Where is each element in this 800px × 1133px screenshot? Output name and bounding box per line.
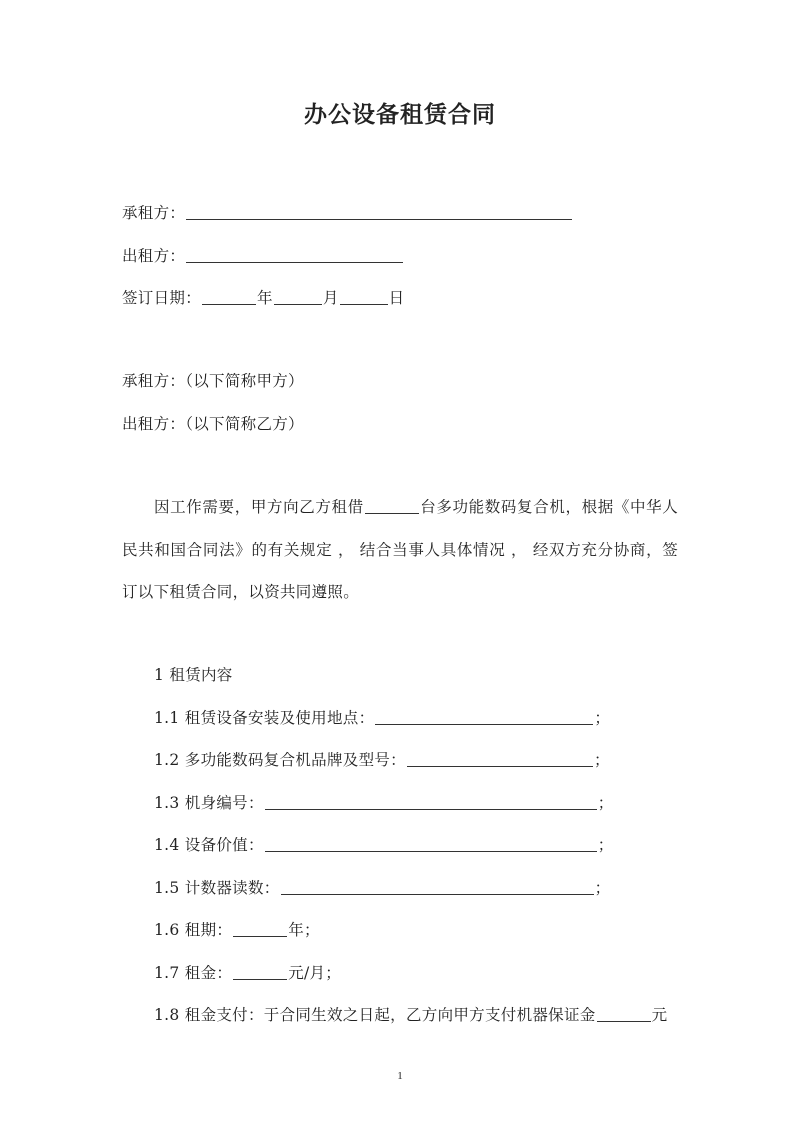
- term-blank[interactable]: [233, 920, 287, 937]
- year-label: 年: [257, 289, 273, 307]
- month-blank[interactable]: [274, 288, 322, 305]
- month-label: 月: [322, 289, 339, 307]
- clause-1-2: [154, 749, 610, 771]
- clause-1-8: [154, 1004, 667, 1026]
- section-1-heading: 1 租赁内容: [154, 666, 233, 684]
- clause-suffix: ；: [597, 836, 614, 854]
- sign-date-field: [122, 287, 404, 309]
- day-label: 日: [388, 289, 405, 307]
- clause-suffix: 元: [651, 1006, 668, 1024]
- counter-blank[interactable]: [281, 878, 594, 895]
- day-blank[interactable]: [340, 288, 388, 305]
- lessor-blank[interactable]: [186, 246, 403, 263]
- rent-blank[interactable]: [233, 963, 287, 980]
- location-blank[interactable]: [375, 708, 593, 725]
- clause-suffix: ；: [593, 751, 610, 769]
- year-blank[interactable]: [202, 288, 256, 305]
- clause-label: 1.8 租金支付：于合同生效之日起，乙方向甲方支付机器保证金: [154, 1006, 596, 1024]
- quantity-blank[interactable]: [365, 497, 419, 514]
- lessee-field: [122, 202, 573, 224]
- clause-suffix: 年；: [288, 921, 320, 939]
- page-number: 1: [397, 1070, 403, 1082]
- lessor-label: 出租方：: [122, 247, 186, 265]
- preamble-line-1a: 因工作需要，甲方向乙方租借: [154, 498, 364, 516]
- lessor-field: [122, 245, 404, 267]
- preamble-line-1b: 台多功能数码复合机，根据《中华人: [419, 498, 678, 516]
- deposit-blank[interactable]: [597, 1005, 651, 1022]
- clause-label: 1.2 多功能数码复合机品牌及型号：: [154, 751, 406, 769]
- clause-1-1: [154, 707, 610, 729]
- clause-label: 1.4 设备价值：: [154, 836, 264, 854]
- clause-label: 1.3 机身编号：: [154, 794, 264, 812]
- clause-label: 1.7 租金：: [154, 964, 233, 982]
- value-blank[interactable]: [265, 835, 597, 852]
- clause-suffix: 元/月；: [288, 964, 342, 982]
- preamble-line-2: 民共和国合同法》的有关规定 ， 结合当事人具体情况 ， 经双方充分协商，签: [122, 541, 678, 559]
- clause-suffix: ；: [594, 879, 611, 897]
- clause-1-7: [154, 962, 341, 984]
- sign-date-label: 签订日期：: [122, 289, 202, 307]
- serial-blank[interactable]: [265, 793, 597, 810]
- clause-1-6: [154, 919, 320, 941]
- clause-label: 1.6 租期：: [154, 921, 233, 939]
- model-blank[interactable]: [407, 750, 593, 767]
- clause-1-3: [154, 792, 614, 814]
- lessee-label: 承租方：: [122, 204, 186, 222]
- preamble-line-1: [154, 496, 678, 518]
- document-title: 办公设备租赁合同: [304, 101, 496, 128]
- clause-label: 1.1 租赁设备安装及使用地点：: [154, 709, 375, 727]
- clause-suffix: ；: [597, 794, 614, 812]
- clause-1-5: [154, 877, 610, 899]
- clause-1-4: [154, 834, 614, 856]
- clause-label: 1.5 计数器读数：: [154, 879, 280, 897]
- lessee-blank[interactable]: [186, 203, 572, 220]
- party-lessee: 承租方：（以下简称甲方）: [122, 372, 304, 390]
- preamble-line-3: 订以下租赁合同，以资共同遵照。: [122, 583, 360, 601]
- clause-suffix: ；: [594, 709, 611, 727]
- party-lessor: 出租方：（以下简称乙方）: [122, 415, 304, 433]
